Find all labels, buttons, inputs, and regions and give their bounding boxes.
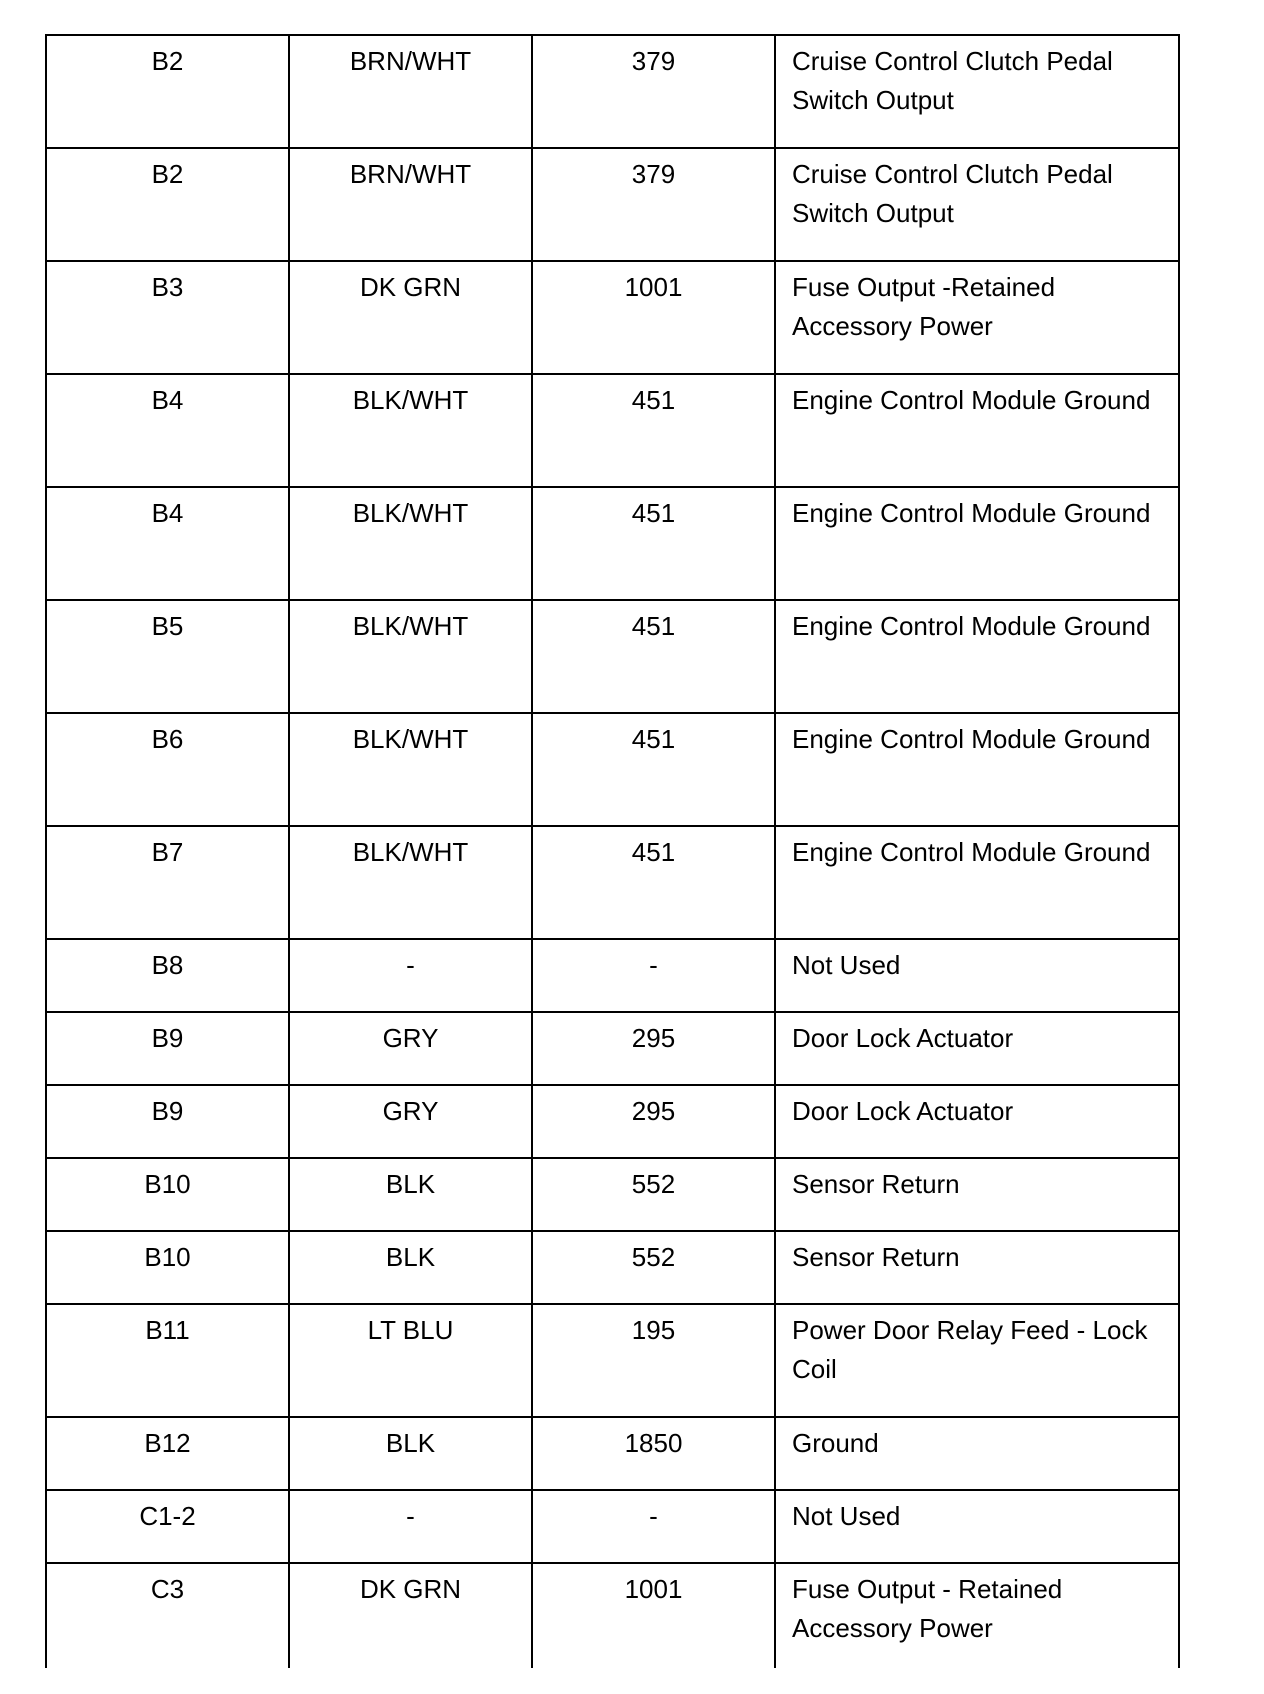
pin-cell: B12 [46,1417,289,1490]
pin-cell: B9 [46,1085,289,1158]
wire-color-cell: BLK/WHT [289,487,532,600]
table-row [46,35,1179,148]
circuit-number-cell: 1001 [532,261,775,374]
wire-color-cell: BLK [289,1417,532,1490]
circuit-number-cell: 451 [532,374,775,487]
circuit-number-cell: - [532,1490,775,1563]
function-cell: Sensor Return [775,1231,1179,1304]
circuit-number-cell: 195 [532,1304,775,1417]
pin-cell: B3 [46,261,289,374]
wire-color-cell: - [289,939,532,1012]
wire-color-cell: BLK [289,1231,532,1304]
function-cell: Fuse Output - Retained Accessory Power [775,1563,1179,1668]
pin-cell: B2 [46,35,289,148]
pin-cell: B10 [46,1231,289,1304]
function-cell: Engine Control Module Ground [775,600,1179,713]
table-row [46,1490,1179,1563]
pin-cell: B11 [46,1304,289,1417]
table-row [46,1158,1179,1231]
circuit-number-cell: 552 [532,1158,775,1231]
table-row [46,939,1179,1012]
function-cell: Power Door Relay Feed - Lock Coil [775,1304,1179,1417]
function-cell: Engine Control Module Ground [775,713,1179,826]
circuit-number-cell: - [532,939,775,1012]
wire-color-cell: GRY [289,1012,532,1085]
circuit-number-cell: 451 [532,826,775,939]
circuit-number-cell: 379 [532,35,775,148]
wire-color-cell: - [289,1490,532,1563]
pin-cell: C3 [46,1563,289,1668]
pin-cell: B9 [46,1012,289,1085]
circuit-number-cell: 552 [532,1231,775,1304]
table-row [46,1304,1179,1417]
pin-cell: B7 [46,826,289,939]
wire-color-cell: BRN/WHT [289,35,532,148]
connector-pinout-table [45,34,1180,1668]
function-cell: Not Used [775,939,1179,1012]
table-row [46,1231,1179,1304]
circuit-number-cell: 379 [532,148,775,261]
function-cell: Engine Control Module Ground [775,487,1179,600]
table-row [46,374,1179,487]
table-row [46,826,1179,939]
pin-cell: B10 [46,1158,289,1231]
function-cell: Engine Control Module Ground [775,374,1179,487]
function-cell: Door Lock Actuator [775,1012,1179,1085]
circuit-number-cell: 295 [532,1085,775,1158]
table-row [46,1563,1179,1668]
wire-color-cell: BLK/WHT [289,826,532,939]
wire-color-cell: GRY [289,1085,532,1158]
pin-cell: B8 [46,939,289,1012]
pin-cell: B4 [46,487,289,600]
function-cell: Cruise Control Clutch Pedal Switch Output [775,148,1179,261]
circuit-number-cell: 451 [532,600,775,713]
function-cell: Engine Control Module Ground [775,826,1179,939]
table-row [46,1012,1179,1085]
circuit-number-cell: 1001 [532,1563,775,1668]
table-row [46,600,1179,713]
wire-color-cell: BLK/WHT [289,374,532,487]
function-cell: Sensor Return [775,1158,1179,1231]
circuit-number-cell: 451 [532,713,775,826]
wire-color-cell: BLK/WHT [289,713,532,826]
wire-color-cell: BLK/WHT [289,600,532,713]
circuit-number-cell: 1850 [532,1417,775,1490]
table-row [46,487,1179,600]
table-row [46,713,1179,826]
wire-color-cell: BRN/WHT [289,148,532,261]
table-row [46,261,1179,374]
function-cell: Door Lock Actuator [775,1085,1179,1158]
pin-cell: B5 [46,600,289,713]
wire-color-cell: LT BLU [289,1304,532,1417]
wire-color-cell: DK GRN [289,261,532,374]
circuit-number-cell: 295 [532,1012,775,1085]
table-row [46,148,1179,261]
function-cell: Fuse Output -Retained Accessory Power [775,261,1179,374]
pin-cell: B6 [46,713,289,826]
connector-pinout-table-container [45,34,1178,1668]
pin-cell: B2 [46,148,289,261]
function-cell: Not Used [775,1490,1179,1563]
circuit-number-cell: 451 [532,487,775,600]
function-cell: Ground [775,1417,1179,1490]
table-row [46,1417,1179,1490]
table-row [46,1085,1179,1158]
wire-color-cell: DK GRN [289,1563,532,1668]
pin-cell: C1-2 [46,1490,289,1563]
function-cell: Cruise Control Clutch Pedal Switch Output [775,35,1179,148]
wire-color-cell: BLK [289,1158,532,1231]
pin-cell: B4 [46,374,289,487]
